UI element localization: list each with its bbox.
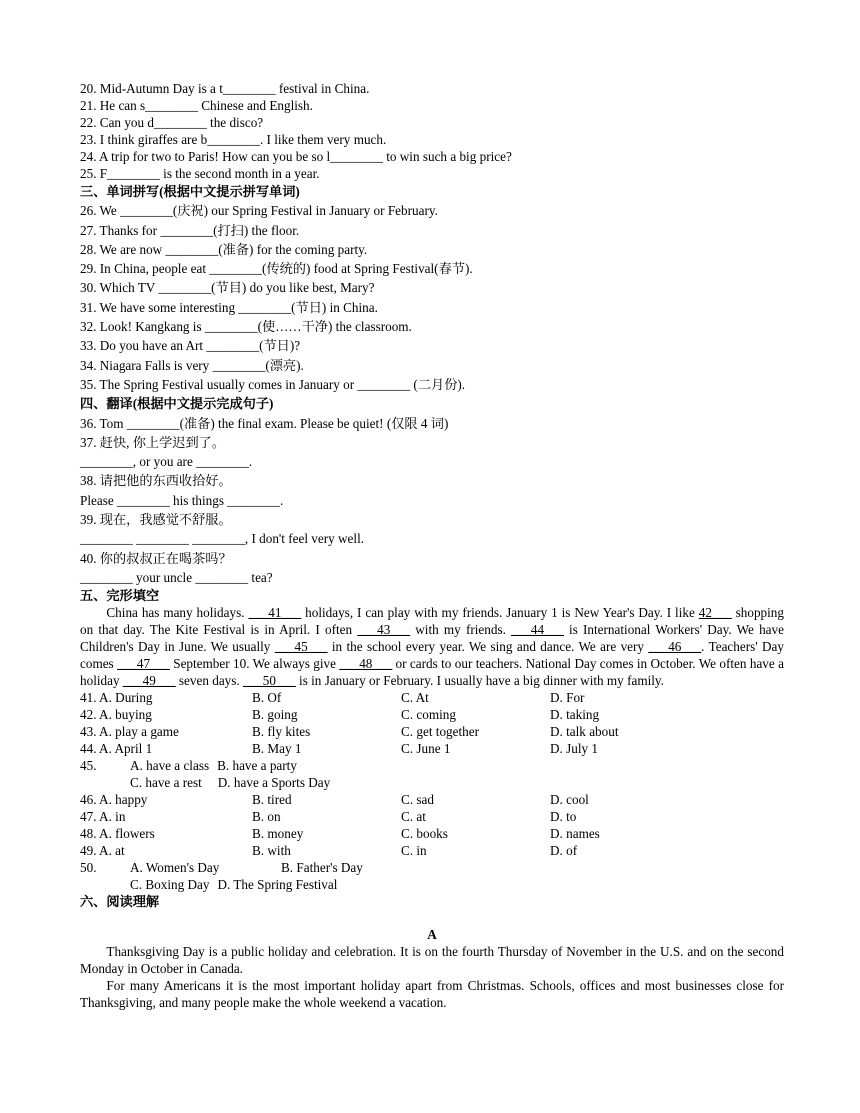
option: D. of <box>550 843 578 859</box>
cloze-text: seven days. <box>175 673 243 689</box>
question-39-answer: ________ ________ ________, I don't feel very well. <box>80 531 365 547</box>
option: 46. A. happy <box>80 792 148 808</box>
option: B. money <box>252 826 304 842</box>
question-32: 32. Look! Kangkang is ________(使……干净) the classroom. <box>80 319 412 335</box>
question-27: 27. Thanks for ________(打扫) the floor. <box>80 222 300 238</box>
cloze-blank: ___41___ <box>248 605 302 621</box>
option: D. cool <box>550 792 589 808</box>
option-row-45a <box>80 757 784 774</box>
option: D. talk about <box>550 724 619 740</box>
option: C. at <box>401 809 426 825</box>
section-heading: 六、阅读理解 <box>80 894 160 910</box>
option-row-46 <box>80 791 784 808</box>
section-fill-in-tail <box>80 80 784 182</box>
option: B. May 1 <box>252 741 302 757</box>
cloze-blank: ___45___ <box>274 639 328 655</box>
question-38-answer: Please ________ his things ________. <box>80 492 284 508</box>
option: B. have a party <box>217 758 297 774</box>
section-word-spelling <box>80 182 784 394</box>
question-39-prompt: 39. 现在，我感觉不舒服。 <box>80 512 232 528</box>
question-40-answer: ________ your uncle ________ tea? <box>80 569 273 585</box>
section-translation <box>80 394 784 587</box>
option-row-42 <box>80 706 784 723</box>
cloze-options <box>80 689 784 893</box>
option: A. have a class <box>130 758 210 774</box>
cloze-text: holidays, I can play with my friends. January 1 is New Year's Day. I like <box>301 605 699 621</box>
cloze-blank: ___43___ <box>357 622 411 638</box>
question-20: 20. Mid-Autumn Day is a t________ festival in China. <box>80 81 370 96</box>
passage-paragraph: For many Americans it is the most important holiday apart from Christmas. Schools, offices and most businesses close for Thanksgiving, and many people make the whole weekend a vacation. <box>80 978 784 1011</box>
option: D. The Spring Festival <box>217 877 338 893</box>
option-row-41 <box>80 689 784 706</box>
option: D. taking <box>550 707 600 723</box>
option: 42. A. buying <box>80 707 152 723</box>
option-row-45b <box>80 774 784 791</box>
cloze-blank: 42___ <box>698 605 732 621</box>
cloze-blank: ___44___ <box>511 622 564 638</box>
question-21: 21. He can s________ Chinese and English. <box>80 98 313 113</box>
cloze-passage <box>80 604 784 689</box>
cloze-text: or cards to our teachers. National Day comes in October. We often have a holiday <box>80 656 784 689</box>
cloze-text: with my friends. <box>410 622 512 638</box>
question-33: 33. Do you have an Art ________(节日)? <box>80 338 301 354</box>
option: B. fly kites <box>252 724 311 740</box>
option: 49. A. at <box>80 843 125 859</box>
question-28: 28. We are now ________(准备) for the coming party. <box>80 241 368 257</box>
question-24: 24. A trip for two to Paris! How can you be so l________ to win such a big price? <box>80 149 512 164</box>
option: 44. A. April 1 <box>80 741 153 757</box>
option: D. For <box>550 690 585 706</box>
question-number-spacer <box>80 876 130 893</box>
option-row-43 <box>80 723 784 740</box>
cloze-blank: ___47___ <box>117 656 170 672</box>
option: B. Father's Day <box>281 860 363 876</box>
cloze-text: China has many holidays. <box>106 605 249 621</box>
option-row-50a <box>80 859 784 876</box>
option-row-50b <box>80 876 784 893</box>
option: C. have a rest <box>130 775 202 791</box>
question-25: 25. F________ is the second month in a year. <box>80 166 320 181</box>
option: B. on <box>252 809 281 825</box>
option: B. Of <box>252 690 282 706</box>
question-22: 22. Can you d________ the disco? <box>80 115 264 130</box>
option: 43. A. play a game <box>80 724 179 740</box>
question-29: 29. In China, people eat ________(传统的) food at Spring Festival(春节). <box>80 261 473 277</box>
cloze-text: shopping on that day. The Kite Festival is in April. I often <box>80 605 784 638</box>
question-26: 26. We ________(庆祝) our Spring Festival in January or February. <box>80 203 438 219</box>
option: B. with <box>252 843 291 859</box>
option: C. get together <box>401 724 480 740</box>
option-row-44 <box>80 740 784 757</box>
cloze-text: is in January or February. I usually have a big dinner with my family. <box>295 673 664 689</box>
option: C. sad <box>401 792 434 808</box>
question-38-prompt: 38. 请把他的东西收拾好。 <box>80 473 232 489</box>
passage-paragraph: Thanksgiving Day is a public holiday and celebration. It is on the fourth Thursday of November in the U.S. and on the second Monday in October in Canada. <box>80 944 784 977</box>
option: C. At <box>401 690 429 706</box>
section-heading: 三、单词拼写(根据中文提示拼写单词) <box>80 184 300 199</box>
option: B. tired <box>252 792 292 808</box>
question-37-answer: ________, or you are ________. <box>80 454 253 470</box>
option: C. coming <box>401 707 456 723</box>
option: C. June 1 <box>401 741 451 757</box>
question-36: 36. Tom ________(准备) the final exam. Please be quiet! (仅限 4 词) <box>80 415 449 431</box>
cloze-blank: ___50___ <box>243 673 296 689</box>
section-heading: 五、完形填空 <box>80 588 160 604</box>
option: C. in <box>401 843 427 859</box>
question-number: 45. <box>80 758 97 774</box>
question-34: 34. Niagara Falls is very ________(漂亮). <box>80 357 304 373</box>
option: B. going <box>252 707 298 723</box>
cloze-blank: ___46___ <box>648 639 702 655</box>
option-row-47 <box>80 808 784 825</box>
cloze-blank: ___48___ <box>339 656 393 672</box>
section-heading: 四、翻译(根据中文提示完成句子) <box>80 396 274 412</box>
option: 41. A. During <box>80 690 153 706</box>
option: D. July 1 <box>550 741 598 757</box>
option-row-49 <box>80 842 784 859</box>
cloze-text: September 10. We always give <box>169 656 340 672</box>
question-number: 50. <box>80 860 97 876</box>
question-31: 31. We have some interesting ________(节日) in China. <box>80 299 378 315</box>
question-37-prompt: 37. 赶快, 你上学迟到了。 <box>80 434 226 450</box>
option: 48. A. flowers <box>80 826 155 842</box>
option: C. books <box>401 826 448 842</box>
option: D. names <box>550 826 600 842</box>
question-30: 30. Which TV ________(节目) do you like best, Mary? <box>80 280 375 296</box>
cloze-text: is International Workers' Day. We have Children's Day in June. We usually <box>80 622 784 655</box>
question-number-spacer <box>80 774 130 791</box>
option: D. to <box>550 809 577 825</box>
option: A. Women's Day <box>130 860 220 876</box>
section-cloze <box>80 587 784 893</box>
question-35: 35. The Spring Festival usually comes in January or ________ (二月份). <box>80 376 466 392</box>
cloze-blank: ___49___ <box>122 673 176 689</box>
option: C. Boxing Day <box>130 877 210 893</box>
option: D. have a Sports Day <box>217 775 331 791</box>
cloze-text: in the school every year. We sing and dance. We are very <box>327 639 649 655</box>
question-23: 23. I think giraffes are b________. I like them very much. <box>80 132 387 147</box>
passage-title: A <box>427 927 437 943</box>
section-reading <box>80 893 784 1011</box>
document-content <box>80 80 784 1011</box>
question-40-prompt: 40. 你的叔叔正在喝茶吗？ <box>80 550 232 566</box>
option-row-48 <box>80 825 784 842</box>
cloze-text: . Teachers' Day comes <box>80 639 784 672</box>
option: 47. A. in <box>80 809 126 825</box>
